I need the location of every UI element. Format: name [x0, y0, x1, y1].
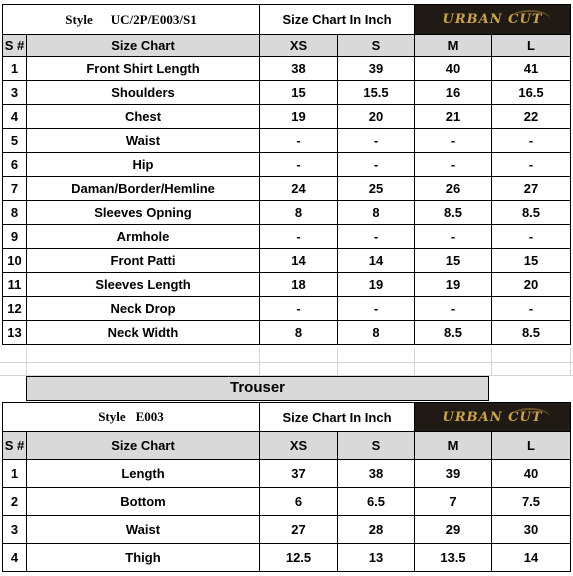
table-row	[3, 153, 571, 177]
row-size-value: 6.5	[338, 488, 415, 516]
shirt-brand-logo	[415, 5, 571, 35]
row-size-value: 8.5	[492, 201, 571, 225]
row-sn: 4	[3, 105, 27, 129]
row-label: Waist	[27, 516, 260, 544]
row-label: Front Shirt Length	[27, 57, 260, 81]
row-size-value: 19	[415, 273, 492, 297]
row-sn: 10	[3, 249, 27, 273]
row-size-value: 14	[338, 249, 415, 273]
table-row	[3, 225, 571, 249]
row-size-value: 8.5	[415, 201, 492, 225]
row-sn: 12	[3, 297, 27, 321]
row-size-value: -	[260, 129, 338, 153]
row-size-value: -	[415, 225, 492, 249]
row-size-value: -	[492, 129, 571, 153]
table-row	[3, 460, 571, 488]
row-label: Chest	[27, 105, 260, 129]
table-row	[3, 57, 571, 81]
shirt-style-code: UC/2P/E003/S1	[110, 11, 197, 27]
row-size-value: -	[415, 153, 492, 177]
row-size-value: 12.5	[260, 544, 338, 572]
row-size-value: 38	[260, 57, 338, 81]
row-sn: 5	[3, 129, 27, 153]
row-sn: 3	[3, 81, 27, 105]
row-label: Daman/Border/Hemline	[27, 177, 260, 201]
row-size-value: 20	[338, 105, 415, 129]
shirt-header-sn: S #	[3, 35, 27, 57]
trouser-header-size: S	[338, 432, 415, 460]
row-size-value: -	[260, 297, 338, 321]
row-size-value: 14	[260, 249, 338, 273]
row-label: Neck Width	[27, 321, 260, 345]
row-size-value: 22	[492, 105, 571, 129]
row-size-value: 39	[338, 57, 415, 81]
row-size-value: 8	[338, 321, 415, 345]
row-label: Sleeves Opning	[27, 201, 260, 225]
row-size-value: 15	[260, 81, 338, 105]
row-size-value: 16	[415, 81, 492, 105]
shirt-chart-unit: Size Chart In Inch	[260, 5, 415, 35]
shirt-header-size: L	[492, 35, 571, 57]
shirt-header-size: M	[415, 35, 492, 57]
row-size-value: 40	[415, 57, 492, 81]
row-label: Sleeves Length	[27, 273, 260, 297]
trouser-title-row	[3, 403, 571, 432]
trouser-chart-unit: Size Chart In Inch	[260, 403, 415, 432]
table-row	[3, 321, 571, 345]
table-row	[3, 516, 571, 544]
trouser-size-table	[2, 402, 571, 572]
row-size-value: 41	[492, 57, 571, 81]
row-label: Neck Drop	[27, 297, 260, 321]
shirt-header-size: XS	[260, 35, 338, 57]
row-sn: 11	[3, 273, 27, 297]
row-size-value: 20	[492, 273, 571, 297]
row-size-value: 14	[492, 544, 571, 572]
row-label: Shoulders	[27, 81, 260, 105]
row-sn: 2	[3, 488, 27, 516]
table-row	[3, 105, 571, 129]
logo-swoosh-icon	[510, 408, 550, 426]
row-sn: 1	[3, 460, 27, 488]
trouser-header-row	[3, 432, 571, 460]
row-size-value: 8	[260, 201, 338, 225]
row-label: Hip	[27, 153, 260, 177]
row-sn: 8	[3, 201, 27, 225]
row-size-value: -	[260, 153, 338, 177]
row-size-value: 19	[260, 105, 338, 129]
row-size-value: 19	[338, 273, 415, 297]
table-row	[3, 297, 571, 321]
empty-grid-rows	[0, 348, 573, 376]
row-sn: 6	[3, 153, 27, 177]
row-size-value: 7.5	[492, 488, 571, 516]
row-sn: 7	[3, 177, 27, 201]
row-size-value: -	[338, 129, 415, 153]
row-label: Front Patti	[27, 249, 260, 273]
row-size-value: -	[338, 297, 415, 321]
row-size-value: -	[338, 153, 415, 177]
table-row	[3, 249, 571, 273]
row-label: Armhole	[27, 225, 260, 249]
row-size-value: 13	[338, 544, 415, 572]
row-size-value: 25	[338, 177, 415, 201]
trouser-header-name: Size Chart	[27, 432, 260, 460]
row-label: Waist	[27, 129, 260, 153]
shirt-header-size: S	[338, 35, 415, 57]
row-size-value: 16.5	[492, 81, 571, 105]
row-size-value: 27	[260, 516, 338, 544]
row-size-value: 15.5	[338, 81, 415, 105]
row-size-value: 13.5	[415, 544, 492, 572]
shirt-logo-text: URBAN CUT	[442, 12, 543, 27]
shirt-title-row	[3, 5, 571, 35]
row-label: Length	[27, 460, 260, 488]
row-size-value: 8.5	[492, 321, 571, 345]
row-size-value: 8	[338, 201, 415, 225]
row-size-value: 27	[492, 177, 571, 201]
table-row	[3, 488, 571, 516]
row-size-value: 6	[260, 488, 338, 516]
shirt-header-row	[3, 35, 571, 57]
trouser-style-cell	[3, 403, 260, 432]
trouser-style-label: Style	[98, 409, 126, 424]
table-row	[3, 129, 571, 153]
row-size-value: 21	[415, 105, 492, 129]
trouser-header-size: XS	[260, 432, 338, 460]
trouser-logo-text: URBAN CUT	[442, 409, 543, 425]
trouser-section-title: Trouser	[26, 376, 489, 401]
table-row	[3, 177, 571, 201]
trouser-style-code: E003	[135, 409, 164, 424]
row-size-value: 30	[492, 516, 571, 544]
row-size-value: -	[492, 297, 571, 321]
row-size-value: 7	[415, 488, 492, 516]
table-row	[3, 544, 571, 572]
row-size-value: 38	[338, 460, 415, 488]
row-size-value: 18	[260, 273, 338, 297]
row-sn: 3	[3, 516, 27, 544]
row-size-value: 24	[260, 177, 338, 201]
row-size-value: 8	[260, 321, 338, 345]
row-size-value: 15	[492, 249, 571, 273]
row-label: Thigh	[27, 544, 260, 572]
row-sn: 1	[3, 57, 27, 81]
row-size-value: -	[260, 225, 338, 249]
row-size-value: 15	[415, 249, 492, 273]
row-size-value: 28	[338, 516, 415, 544]
shirt-style-cell	[3, 5, 260, 35]
trouser-header-sn: S #	[3, 432, 27, 460]
row-label: Bottom	[27, 488, 260, 516]
row-size-value: 39	[415, 460, 492, 488]
row-size-value: 26	[415, 177, 492, 201]
table-row	[3, 273, 571, 297]
logo-swoosh-icon	[510, 10, 550, 28]
row-size-value: 37	[260, 460, 338, 488]
row-size-value: -	[338, 225, 415, 249]
row-sn: 4	[3, 544, 27, 572]
row-size-value: 29	[415, 516, 492, 544]
shirt-header-name: Size Chart	[27, 35, 260, 57]
trouser-header-size: L	[492, 432, 571, 460]
row-size-value: -	[492, 153, 571, 177]
row-sn: 13	[3, 321, 27, 345]
row-size-value: 40	[492, 460, 571, 488]
table-row	[3, 201, 571, 225]
row-sn: 9	[3, 225, 27, 249]
trouser-header-size: M	[415, 432, 492, 460]
table-row	[3, 81, 571, 105]
shirt-size-table	[2, 4, 571, 345]
row-size-value: 8.5	[415, 321, 492, 345]
row-size-value: -	[492, 225, 571, 249]
row-size-value: -	[415, 297, 492, 321]
row-size-value: -	[415, 129, 492, 153]
shirt-style-label: Style	[65, 11, 93, 27]
trouser-brand-logo	[415, 403, 571, 432]
